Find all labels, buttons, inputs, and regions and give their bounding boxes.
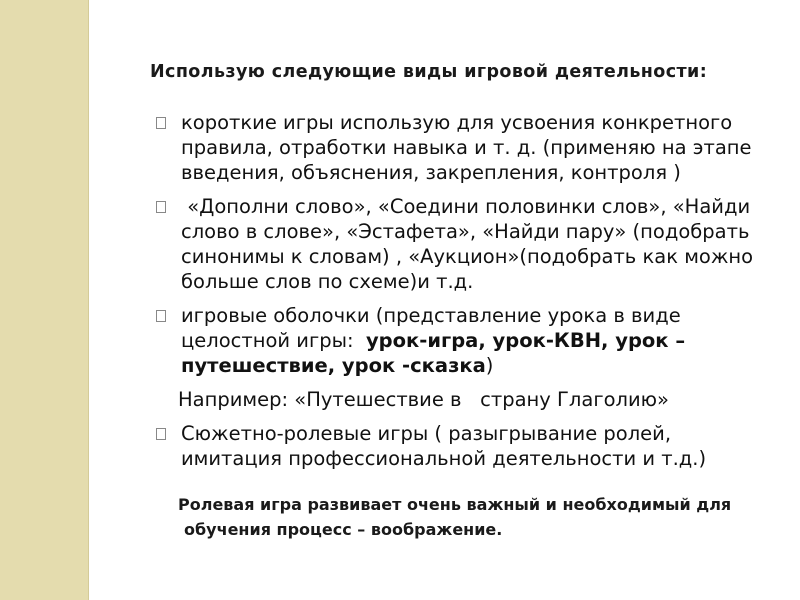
list-item: Сюжетно-ролевые игры ( разыгрывание ролей, имитация профессиональной деятельности и т.д.)	[148, 421, 788, 471]
slide-title: Использую следующие виды игровой деятельности:	[150, 62, 708, 82]
bullet-icon	[156, 428, 166, 440]
bullet-list	[148, 110, 788, 480]
bullet-icon	[156, 310, 166, 322]
decorative-side-strip	[0, 0, 89, 600]
list-item: короткие игры использую для усвоения конкретного правила, отработки навыка и т. д. (применяю на этапе введения, объяснения, закрепления, контроля )	[148, 110, 788, 185]
bullet-icon	[156, 201, 166, 213]
list-item: игровые оболочки (представление урока в виде целостной игры: урок-игра, урок-КВН, урок – путешествие, урок -сказка)	[148, 303, 788, 378]
list-item: «Дополни слово», «Соедини половинки слов», «Найди слово в слове», «Эстафета», «Найди пару» (подобрать синонимы к словам) , «Аукцион»(подобрать как можно больше слов по схеме)и т.д.	[148, 194, 788, 294]
slide	[88, 0, 800, 600]
bullet-icon	[156, 117, 166, 129]
example-line: Например: «Путешествие в страну Глаголию»	[178, 388, 669, 411]
summary-text: Ролевая игра развивает очень важный и необходимый для обучения процесс – воображение.	[178, 495, 732, 539]
